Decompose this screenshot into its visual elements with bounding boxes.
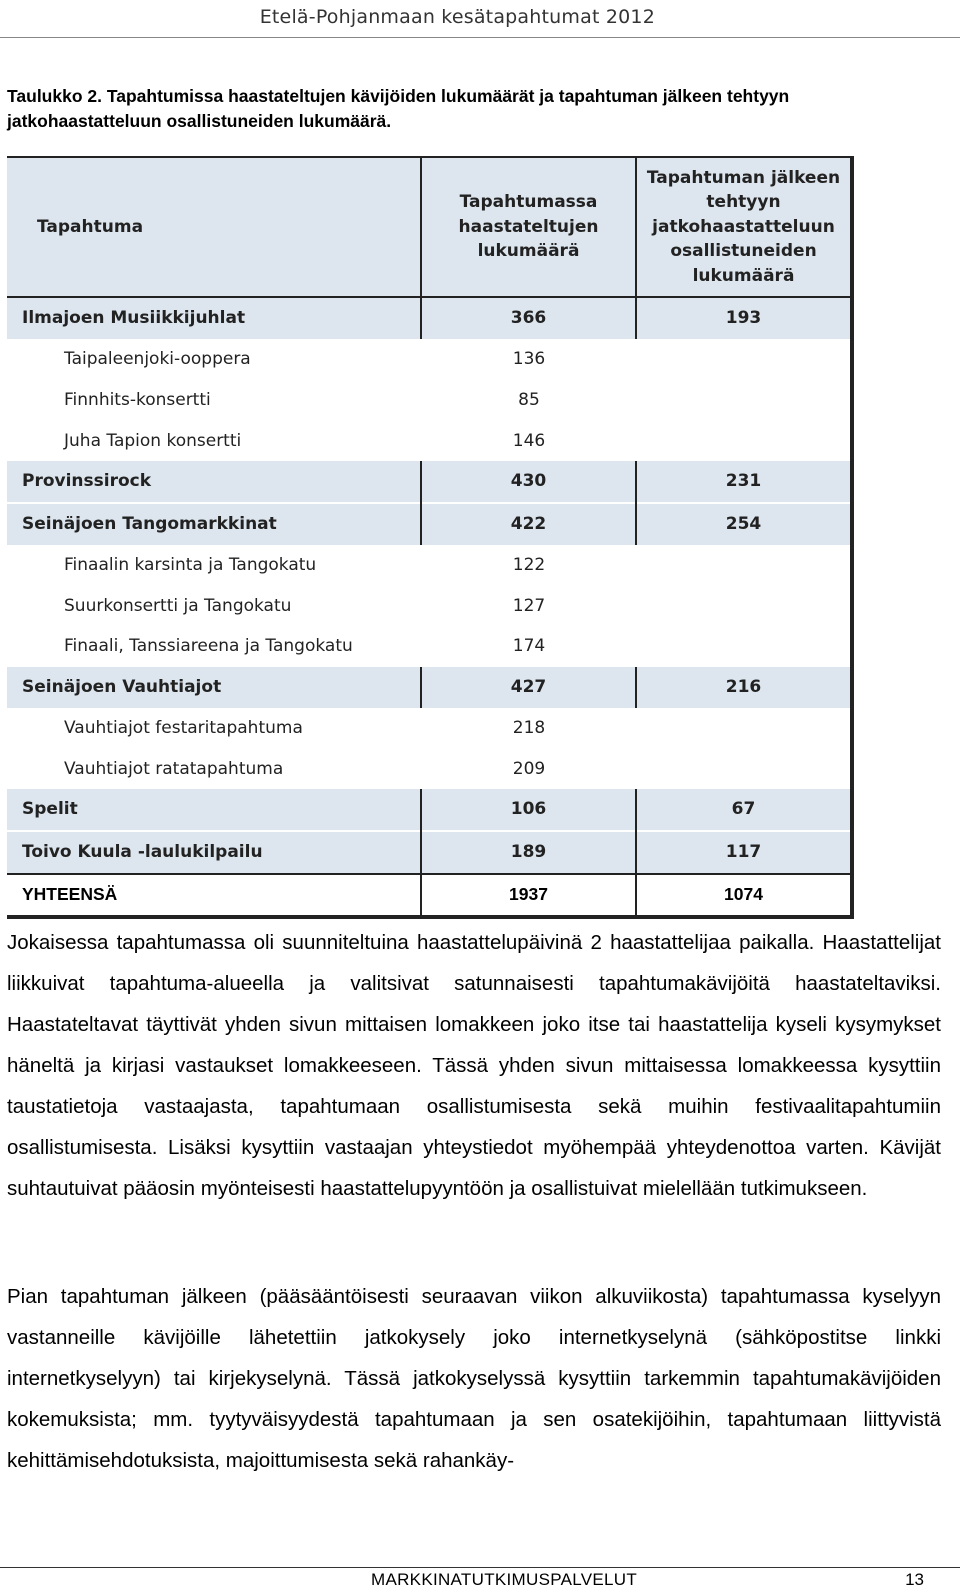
cell-interviewed-count: 366 [421,297,636,339]
table-body [7,297,852,917]
column-header-followup: Tapahtuman jälkeen tehtyyn jatkohaastatteluun osallistuneiden lukumäärä [636,157,852,297]
cell-interviewed-count: 127 [421,585,636,626]
table-row-event [7,667,852,708]
cell-followup-count [636,748,852,789]
table-row-event [7,503,852,545]
cell-event-name: Juha Tapion konsertti [7,420,421,461]
cell-event-name: Taipaleenjoki-ooppera [7,339,421,380]
cell-interviewed-count: 174 [421,626,636,667]
cell-followup-count [636,420,852,461]
cell-followup-count [636,545,852,586]
cell-interviewed-count: 122 [421,545,636,586]
cell-interviewed-count: 85 [421,380,636,421]
cell-event-name: Toivo Kuula -laulukilpailu [7,831,421,874]
cell-followup-count: 67 [636,789,852,831]
column-header-interviewed: Tapahtumassa haastateltujen lukumäärä [421,157,636,297]
cell-interviewed-count: 430 [421,461,636,503]
table-row-subevent [7,708,852,749]
cell-total-interviewed: 1937 [421,874,636,918]
table-caption: Taulukko 2. Tapahtumissa haastateltujen kävijöiden lukumäärät ja tapahtuman jälkeen tehtyyn jatkohaastatteluun osallistuneiden lukumäärä. [7,86,790,131]
cell-followup-count [636,708,852,749]
page-number: 13 [905,1570,924,1589]
cell-followup-count [636,626,852,667]
cell-followup-count: 117 [636,831,852,874]
table-row-event [7,461,852,503]
cell-interviewed-count: 427 [421,667,636,708]
cell-followup-count: 216 [636,667,852,708]
table-row-event [7,297,852,339]
body-paragraph-1: Jokaisessa tapahtumassa oli suunniteltuina haastattelupäivinä 2 haastattelijaa paikalla. Haastattelijat liikkuivat tapahtuma-alueella ja valitsivat satunnaisesti tapahtumakävijöitä haastateltaviksi. Haastateltavat täyttivät yhden sivun mittaisen lomakkeen joko itse tai haastattelija kyseli kysymykset häneltä ja kirjasi vastaukset lomakkeeseen. Tässä yhden sivun mittaisessa lomakkeessa kysyttiin taustatietoja vastaajasta, tapahtumaan osallistumisesta sekä muihin festivaalitapahtumiin osallistumisesta. Lisäksi kysyttiin vastaajan yhteystiedot myöhempää yhteydenottoa varten. Kävijät suhtautuivat pääosin myönteisesti haastattelupyyntöön ja osallistuivat mielellään tutkimukseen. [7,931,941,1200]
table-row-subevent [7,380,852,421]
cell-followup-count [636,339,852,380]
table-row-subevent [7,585,852,626]
table-row-event [7,789,852,831]
cell-event-name: Finaali, Tanssiareena ja Tangokatu [7,626,421,667]
footer-divider [0,1567,960,1568]
table-row-subevent [7,339,852,380]
cell-interviewed-count: 209 [421,748,636,789]
cell-interviewed-count: 106 [421,789,636,831]
cell-event-name: Vauhtiajot festaritapahtuma [7,708,421,749]
column-header-event: Tapahtuma [7,157,421,297]
table-row-subevent [7,420,852,461]
cell-event-name: Spelit [7,789,421,831]
table-row-subevent [7,545,852,586]
cell-event-name: Vauhtiajot ratatapahtuma [7,748,421,789]
cell-event-name: Finaalin karsinta ja Tangokatu [7,545,421,586]
cell-interviewed-count: 422 [421,503,636,545]
cell-interviewed-count: 146 [421,420,636,461]
cell-event-name: Provinssirock [7,461,421,503]
table-row-event [7,831,852,874]
footer-publisher: MARKKINATUTKIMUSPALVELUT [371,1570,638,1589]
cell-event-name: Seinäjoen Vauhtiajot [7,667,421,708]
cell-total-followup: 1074 [636,874,852,918]
body-paragraph-2: Pian tapahtuman jälkeen (pääsääntöisesti seuraavan viikon alkuviikosta) tapahtumassa kyselyyn vastanneille kävijöille lähetettiin jatkokysely joko internetkyselynä (sähköpostitse linkki internetkyselyyn) tai kirjekyselynä. Tässä jatkokyselyssä kysyttiin tarkemmin tapahtumakävijöiden kokemuksista; mm. tyytyväisyydestä tapahtumaan ja sen osatekijöihin, tapahtumaan liittyvistä kehittämisehdotuksista, majoittumisesta sekä rahankäy- [7,1285,941,1472]
cell-interviewed-count: 189 [421,831,636,874]
cell-total-label: YHTEENSÄ [7,874,421,918]
header-divider [0,37,960,38]
events-table [7,156,854,919]
table-row-subevent [7,748,852,789]
cell-event-name: Seinäjoen Tangomarkkinat [7,503,421,545]
cell-event-name: Suurkonsertti ja Tangokatu [7,585,421,626]
cell-event-name: Ilmajoen Musiikkijuhlat [7,297,421,339]
cell-followup-count [636,585,852,626]
table-row-subevent [7,626,852,667]
cell-interviewed-count: 136 [421,339,636,380]
running-header-title: Etelä-Pohjanmaan kesätapahtumat 2012 [259,6,655,28]
table-row-total [7,874,852,918]
cell-event-name: Finnhits-konsertti [7,380,421,421]
cell-followup-count: 254 [636,503,852,545]
cell-interviewed-count: 218 [421,708,636,749]
table-header-row [7,157,852,297]
cell-followup-count [636,380,852,421]
cell-followup-count: 231 [636,461,852,503]
cell-followup-count: 193 [636,297,852,339]
